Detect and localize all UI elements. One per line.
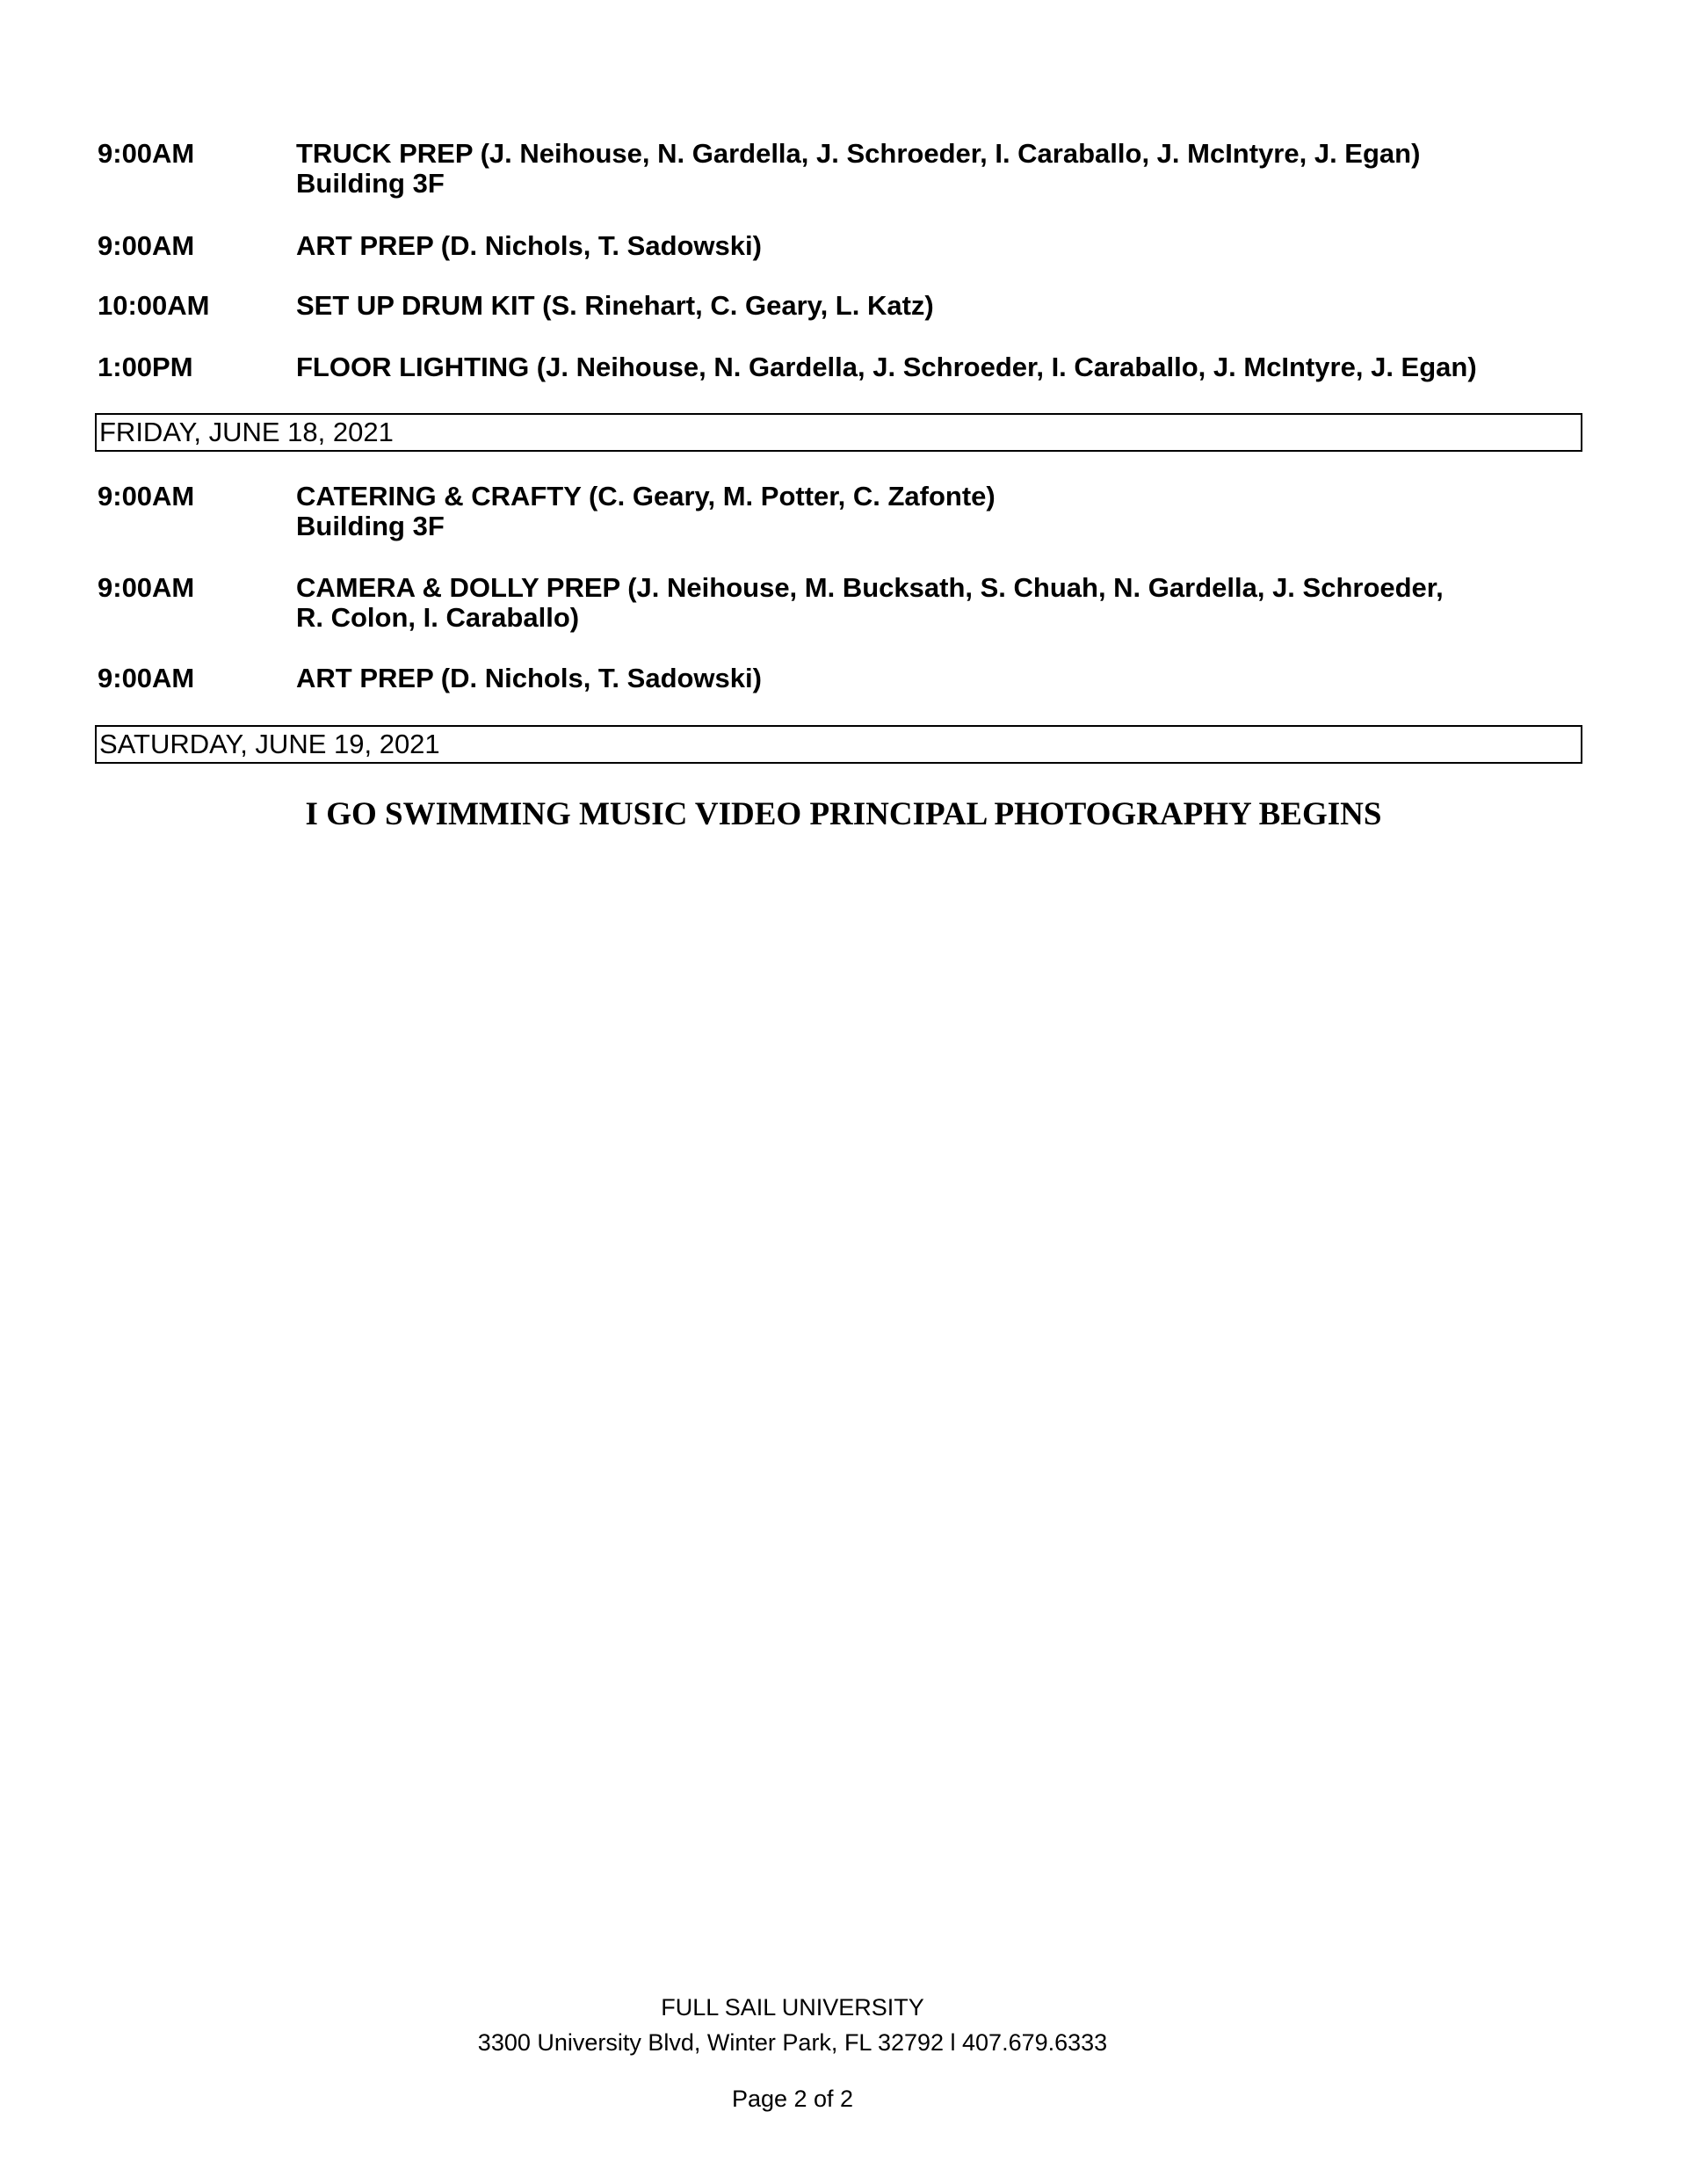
footer-address: 3300 University Blvd, Winter Park, FL 32792 l 407.679.6333 [477, 2029, 1108, 2056]
entry-line: CATERING & CRAFTY (C. Geary, M. Potter, C. Zafonte) [296, 481, 996, 512]
entry-description [296, 482, 1596, 541]
entry-description [296, 352, 1596, 382]
entry-line: FLOOR LIGHTING (J. Neihouse, N. Gardella, J. Schroeder, I. Caraballo, J. McIntyre, J. Egan) [296, 352, 1477, 382]
entry-line: TRUCK PREP (J. Neihouse, N. Gardella, J. Schroeder, I. Caraballo, J. McIntyre, J. Egan) [296, 138, 1421, 169]
entry-description [296, 231, 1596, 261]
entry-time: 9:00AM [98, 138, 195, 169]
entry-line: CAMERA & DOLLY PREP (J. Neihouse, M. Bucksath, S. Chuah, N. Gardella, J. Schroeder, [296, 572, 1444, 603]
entry-time: 9:00AM [98, 663, 195, 693]
entry-line: ART PREP (D. Nichols, T. Sadowski) [296, 230, 762, 261]
entry-description [296, 573, 1596, 633]
entry-time: 9:00AM [98, 230, 195, 261]
entry-time: 10:00AM [98, 290, 210, 321]
entry-location: Building 3F [296, 511, 445, 541]
entry-description [296, 139, 1596, 199]
entry-time: 9:00AM [98, 481, 195, 512]
entry-location: Building 3F [296, 168, 445, 199]
headline: I GO SWIMMING MUSIC VIDEO PRINCIPAL PHOTOGRAPHY BEGINS [305, 796, 1382, 832]
entry-description [296, 664, 1596, 693]
entry-description [296, 291, 1596, 321]
entry-time: 9:00AM [98, 572, 195, 603]
entry-line: R. Colon, I. Caraballo) [296, 602, 580, 633]
entry-time: 1:00PM [98, 352, 193, 382]
entry-line: ART PREP (D. Nichols, T. Sadowski) [296, 663, 762, 693]
day-header-saturday: SATURDAY, JUNE 19, 2021 [95, 725, 1582, 764]
day-header-friday: FRIDAY, JUNE 18, 2021 [95, 413, 1582, 452]
page-number: Page 2 of 2 [731, 2086, 854, 2112]
footer-org: FULL SAIL UNIVERSITY [661, 1994, 924, 2021]
entry-line: SET UP DRUM KIT (S. Rinehart, C. Geary, L. Katz) [296, 290, 934, 321]
